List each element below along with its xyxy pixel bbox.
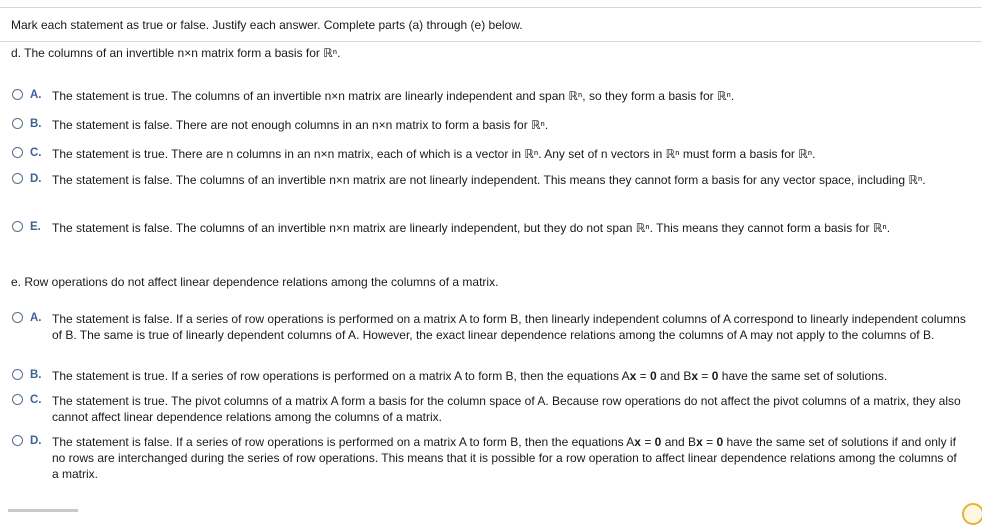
option-letter: D. xyxy=(30,173,42,185)
part-d-option-e[interactable] xyxy=(12,220,966,236)
option-letter: A. xyxy=(30,89,42,101)
option-letter: E. xyxy=(30,221,41,233)
radio-button[interactable] xyxy=(12,369,23,380)
part-d-option-c[interactable] xyxy=(12,146,966,162)
option-text: The statement is true. The columns of an invertible n×n matrix are linearly independent and span ℝⁿ, so they form a basis for ℝⁿ. xyxy=(52,89,735,103)
text-segment: and B xyxy=(661,435,697,449)
radio-button[interactable] xyxy=(12,173,23,184)
bold-zero: 0 xyxy=(654,435,662,449)
bold-x: x xyxy=(696,435,703,449)
option-text: The statement is false. If a series of row operations is performed on a matrix A to form B, then linearly independent columns of A correspond to linearly independent columns of B. The same is true of linearly dependent columns of A. However, the exact linear dependence relations among the columns of A may not apply to the columns of B. xyxy=(52,312,966,342)
bold-x: x xyxy=(629,369,637,383)
option-letter: B. xyxy=(30,369,42,381)
text-segment: have the same set of solutions if and only if no rows are interchanged during the series of row operations. This means that it is possible for a row operation to affect linear dependence relations among the columns of a matrix. xyxy=(52,435,957,481)
help-icon[interactable] xyxy=(962,503,982,525)
instructions-text: Mark each statement as true or false. Justify each answer. Complete parts (a) through (e) below. xyxy=(11,18,523,32)
text-segment: and B xyxy=(656,369,692,383)
option-text: The statement is false. The columns of an invertible n×n matrix are linearly independent, but they do not span ℝⁿ. This means they cannot form a basis for ℝⁿ. xyxy=(52,221,891,235)
bold-zero: 0 xyxy=(716,435,724,449)
radio-button[interactable] xyxy=(12,394,23,405)
text-segment: = xyxy=(698,369,712,383)
option-text: The statement is true. The pivot columns of a matrix A form a basis for the column space of A. Because row operations do not affect the pivot columns of a matrix, they also cannot affect linear dependence relations among the columns of a matrix. xyxy=(52,394,961,424)
radio-button[interactable] xyxy=(12,312,23,323)
part-e-title: e. Row operations do not affect linear dependence relations among the columns of a matrix. xyxy=(11,275,499,289)
text-segment: The statement is false. If a series of row operations is performed on a matrix A to form B, then the equations A xyxy=(52,435,635,449)
bold-x: x xyxy=(691,369,699,383)
header-divider xyxy=(0,41,982,42)
part-e-option-c[interactable] xyxy=(12,393,966,425)
text-segment: = xyxy=(702,435,717,449)
cut-off-footer-text xyxy=(8,507,98,512)
option-letter: A. xyxy=(30,312,42,324)
radio-button[interactable] xyxy=(12,435,23,446)
top-border xyxy=(0,7,982,8)
bold-x: x xyxy=(634,435,641,449)
option-letter: D. xyxy=(30,435,42,447)
part-e-option-d[interactable] xyxy=(12,434,966,482)
part-d-option-a[interactable] xyxy=(12,88,966,104)
text-segment: = xyxy=(640,435,655,449)
radio-button[interactable] xyxy=(12,221,23,232)
part-d-title: d. The columns of an invertible n×n matrix form a basis for ℝⁿ. xyxy=(11,46,341,60)
option-letter: B. xyxy=(30,118,42,130)
bold-zero: 0 xyxy=(711,369,719,383)
part-e-option-b[interactable] xyxy=(12,368,966,384)
part-d-option-d[interactable] xyxy=(12,172,966,188)
radio-button[interactable] xyxy=(12,118,23,129)
text-segment: have the same set of solutions. xyxy=(718,369,888,383)
option-letter: C. xyxy=(30,394,42,406)
option-text: The statement is false. The columns of an invertible n×n matrix are not linearly independent. This means they cannot form a basis for any vector space, including ℝⁿ. xyxy=(52,173,926,187)
radio-button[interactable] xyxy=(12,89,23,100)
option-text: The statement is true. There are n columns in an n×n matrix, each of which is a vector in ℝⁿ. Any set of n vectors in ℝⁿ must form a basis for ℝⁿ. xyxy=(52,147,816,161)
option-text: The statement is false. There are not enough columns in an n×n matrix to form a basis for ℝⁿ. xyxy=(52,118,549,132)
option-letter: C. xyxy=(30,147,42,159)
bold-zero: 0 xyxy=(650,369,657,383)
part-e-option-a[interactable] xyxy=(12,311,966,343)
option-text xyxy=(52,434,966,482)
option-text xyxy=(52,368,966,384)
text-segment: = xyxy=(636,369,650,383)
radio-button[interactable] xyxy=(12,147,23,158)
text-segment: The statement is true. If a series of row operations is performed on a matrix A to form B, then the equations A xyxy=(52,369,630,383)
part-d-option-b[interactable] xyxy=(12,117,966,133)
